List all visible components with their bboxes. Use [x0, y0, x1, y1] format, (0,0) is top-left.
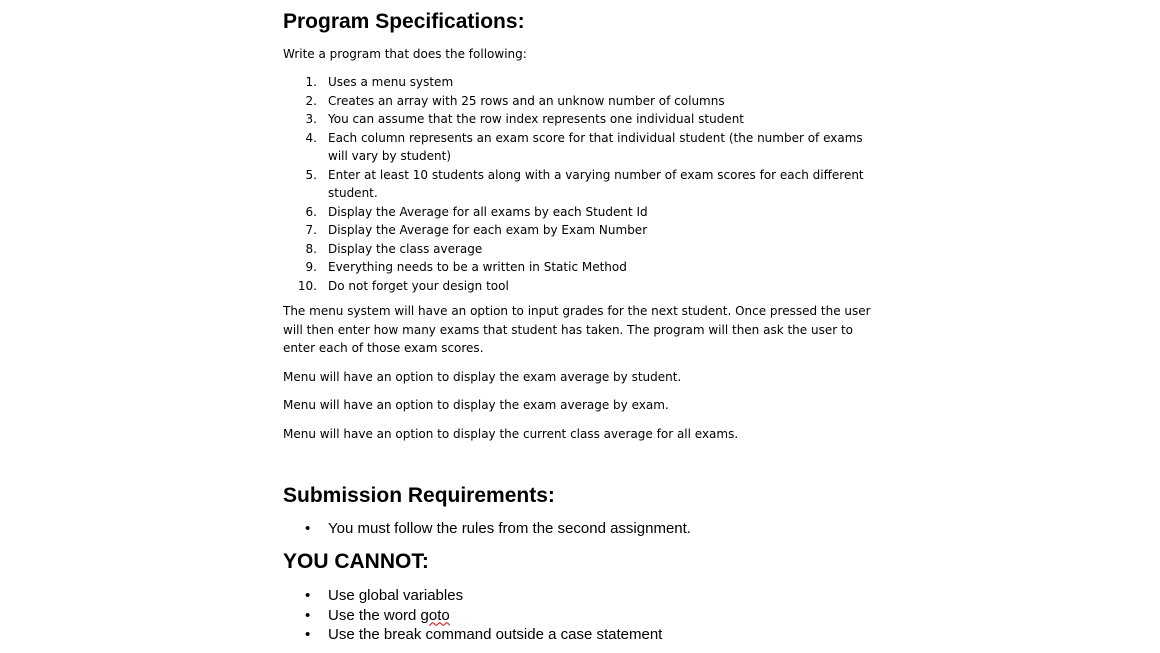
list-item: [283, 258, 868, 277]
bullet-icon: •: [305, 587, 311, 604]
list-number: 9.: [305, 260, 317, 274]
list-item: [283, 519, 691, 539]
heading-submission-requirements: Submission Requirements:: [283, 484, 555, 507]
list-item: [283, 203, 868, 222]
cannot-bullet-list: [283, 586, 662, 645]
list-item-text: Each column represents an exam score for that individual student (the number of exams will vary by student): [328, 130, 863, 163]
list-number: 5.: [305, 167, 317, 182]
bullet-icon: •: [305, 606, 311, 624]
list-item: [283, 166, 868, 203]
list-number: 4.: [305, 130, 317, 145]
list-item-text: You can assume that the row index represents one individual student: [328, 112, 744, 126]
list-item-text: Display the Average for all exams by each Student Id: [328, 204, 648, 219]
list-number: 7.: [305, 223, 317, 237]
list-item: [283, 240, 868, 259]
list-number: 8.: [305, 241, 317, 256]
list-item-text: Display the Average for each exam by Exam Number: [328, 223, 648, 237]
list-item-text: Do not forget your design tool: [328, 278, 509, 293]
intro-text: Write a program that does the following:: [283, 47, 527, 61]
list-item: [283, 221, 868, 240]
list-item-text: Use global variables: [328, 587, 464, 604]
list-item: [283, 606, 662, 626]
list-item-text: Use the break command outside a case statement: [328, 626, 663, 643]
paragraph-average-by-exam: Menu will have an option to display the exam average by exam.: [283, 398, 669, 412]
list-item-text: Use the word: [328, 606, 421, 624]
list-item-text: Uses a menu system: [328, 75, 454, 89]
bullet-icon: •: [305, 520, 311, 537]
list-item: [283, 625, 662, 645]
list-item-text: You must follow the rules from the second assignment.: [328, 520, 691, 537]
heading-you-cannot: YOU CANNOT:: [283, 550, 429, 573]
list-item: [283, 277, 868, 296]
bullet-icon: •: [305, 626, 311, 643]
submission-bullet-list: [283, 519, 691, 539]
list-item-text: Display the class average: [328, 241, 483, 256]
list-item: [283, 92, 868, 111]
list-item-text: Everything needs to be a written in Static Method: [328, 260, 627, 274]
list-number: 3.: [305, 112, 317, 126]
list-item: [283, 110, 868, 129]
list-number: 2.: [305, 93, 317, 108]
heading-program-specifications: Program Specifications:: [283, 10, 525, 33]
list-item: [283, 129, 868, 166]
paragraph-class-average: Menu will have an option to display the current class average for all exams.: [283, 427, 739, 441]
list-item-text: Creates an array with 25 rows and an unknow number of columns: [328, 93, 725, 108]
list-item: [283, 73, 868, 92]
list-number: 1.: [305, 75, 317, 89]
paragraph-menu-system: The menu system will have an option to input grades for the next student. Once pressed the user will then enter how many exams that student has taken. The program will then ask the user to enter each of those exam scores.: [283, 304, 871, 355]
list-number: 10.: [297, 278, 317, 293]
list-item: [283, 586, 662, 606]
spellcheck-flagged-word: goto: [420, 606, 450, 624]
list-number: 6.: [305, 204, 317, 219]
paragraph-average-by-student: Menu will have an option to display the exam average by student.: [283, 370, 682, 384]
list-item-text: Enter at least 10 students along with a varying number of exam scores for each different student.: [328, 167, 864, 200]
spec-numbered-list: [283, 73, 883, 295]
